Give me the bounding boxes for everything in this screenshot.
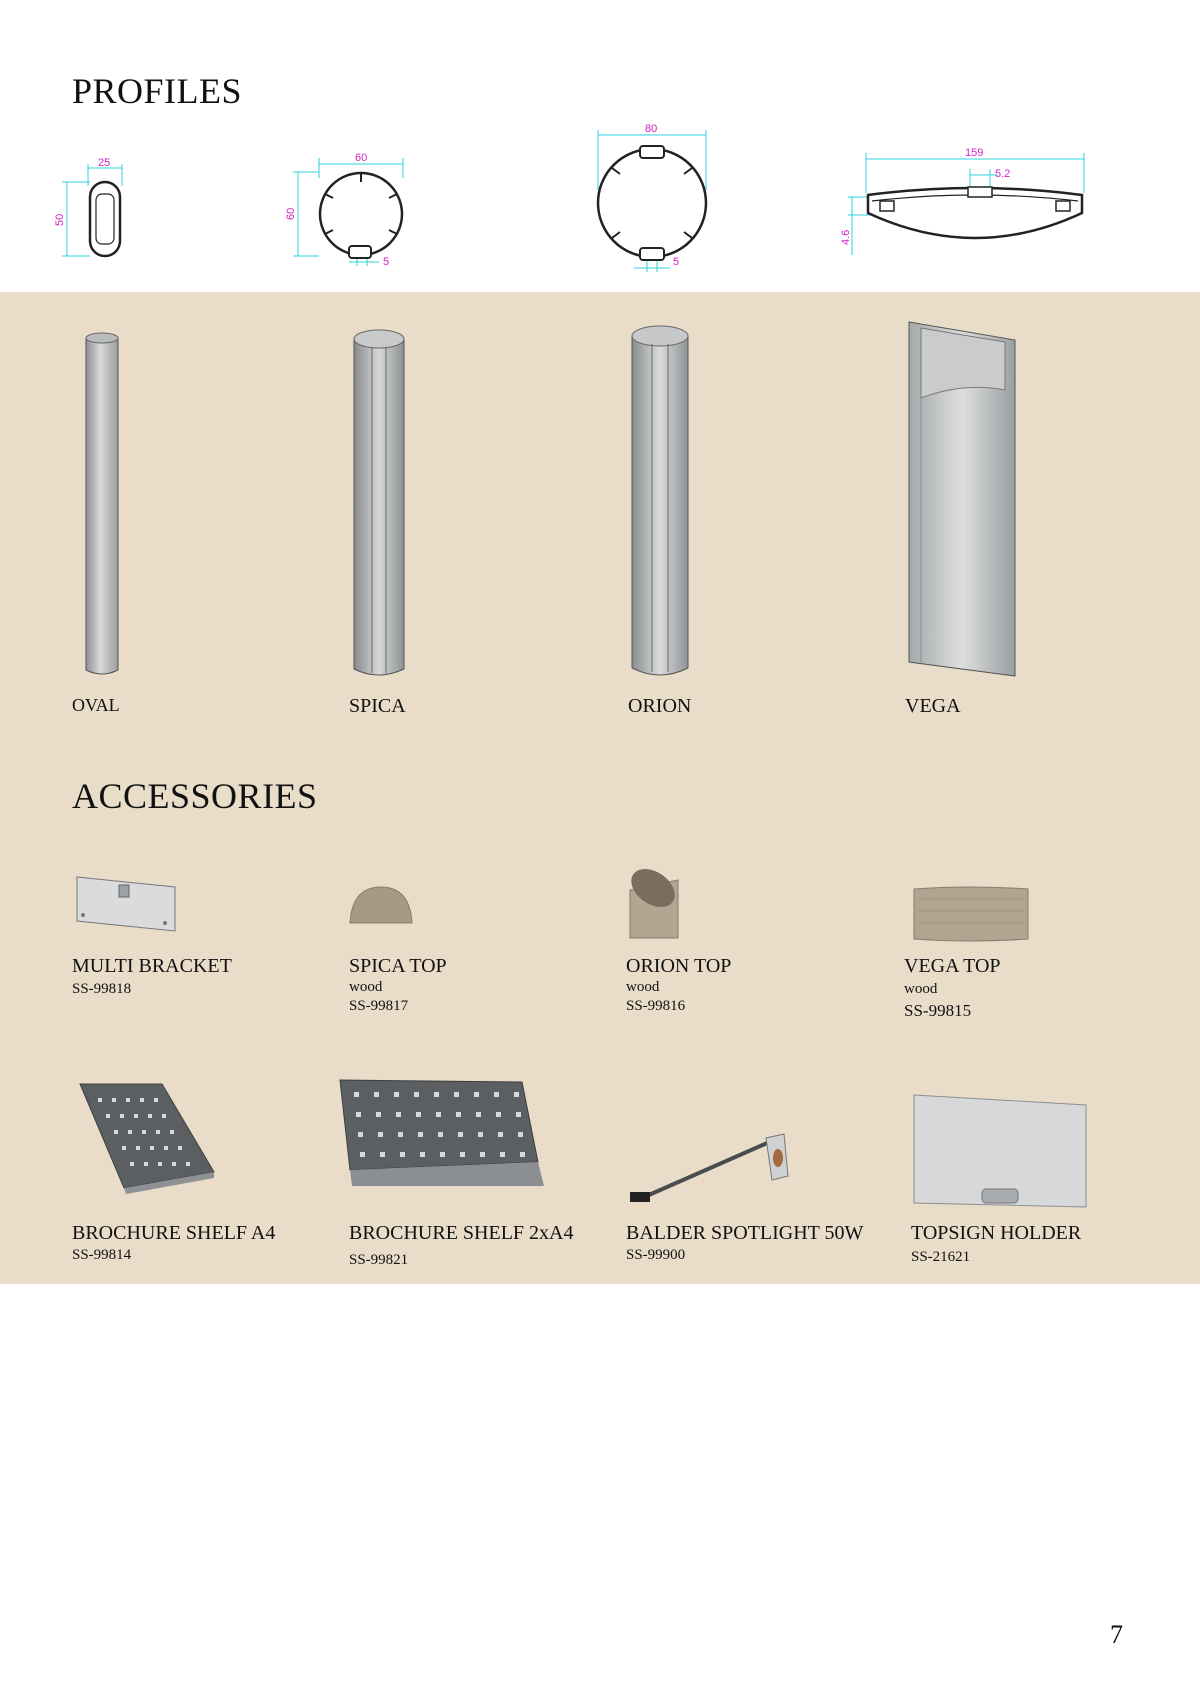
spica-dim-height: 60	[285, 207, 297, 220]
balder-spotlight-image	[628, 1132, 793, 1208]
accessory-code-vega-top: SS-99815	[904, 1001, 972, 1020]
orion-profile-image	[628, 320, 692, 685]
spica-dim-width: 60	[355, 152, 368, 164]
orion-dim-slot: 5	[673, 256, 680, 268]
accessory-label-multi-bracket: MULTI BRACKET	[72, 955, 232, 977]
vega-profile-image	[905, 318, 1020, 688]
spica-dim-slot: 5	[383, 256, 390, 268]
spica-top-image	[348, 885, 414, 925]
multi-bracket-image	[75, 875, 180, 935]
accessory-label-vega-top: VEGA TOP	[904, 955, 1001, 977]
orion-profile-drawing	[590, 120, 720, 280]
vega-dim-height: 4.6	[840, 229, 852, 245]
page-number: 7	[1110, 1620, 1123, 1649]
profile-label-orion: ORION	[628, 695, 692, 717]
vega-profile-drawing	[840, 145, 1090, 265]
profile-label-vega: VEGA	[905, 695, 961, 717]
brochure-shelf-a4-image	[78, 1080, 218, 1190]
profile-label-spica: SPICA	[349, 695, 406, 717]
oval-dim-width: 25	[98, 157, 111, 169]
accessory-code-topsign-holder: SS-21621	[911, 1249, 971, 1265]
orion-dim-width: 80	[645, 123, 658, 135]
accessory-material-orion-top: wood	[626, 979, 660, 995]
brochure-shelf-2xa4-image	[338, 1078, 546, 1190]
vega-top-image	[912, 885, 1030, 943]
oval-dim-height: 50	[54, 213, 66, 226]
accessory-code-brochure-shelf-a4: SS-99814	[72, 1247, 132, 1263]
accessories-title: ACCESSORIES	[72, 776, 318, 816]
vega-dim-width: 159	[965, 147, 984, 159]
accessory-material-spica-top: wood	[349, 979, 383, 995]
oval-profile-drawing	[50, 157, 150, 260]
profiles-title: PROFILES	[72, 71, 243, 111]
accessory-label-orion-top: ORION TOP	[626, 955, 732, 977]
vega-dim-slot: 5.2	[995, 168, 1011, 180]
profile-label-oval: OVAL	[72, 695, 120, 715]
accessory-label-topsign-holder: TOPSIGN HOLDER	[911, 1222, 1082, 1244]
accessory-code-spica-top: SS-99817	[349, 998, 409, 1014]
accessory-code-balder-spotlight: SS-99900	[626, 1247, 686, 1263]
spica-profile-image	[350, 325, 410, 685]
accessory-label-spica-top: SPICA TOP	[349, 955, 447, 977]
accessory-code-brochure-shelf-2xa4: SS-99821	[349, 1252, 409, 1268]
orion-top-image	[626, 870, 682, 942]
spica-profile-drawing	[285, 150, 415, 270]
accessory-label-brochure-shelf-2xa4: BROCHURE SHELF 2xA4	[349, 1222, 574, 1244]
accessory-label-brochure-shelf-a4: BROCHURE SHELF A4	[72, 1222, 276, 1244]
topsign-holder-image	[912, 1093, 1090, 1211]
accessory-label-balder-spotlight: BALDER SPOTLIGHT 50W	[626, 1222, 864, 1244]
oval-profile-image	[80, 330, 130, 680]
accessory-material-vega-top: wood	[904, 981, 938, 997]
accessory-code-orion-top: SS-99816	[626, 998, 686, 1014]
accessory-code-multi-bracket: SS-99818	[72, 981, 132, 997]
